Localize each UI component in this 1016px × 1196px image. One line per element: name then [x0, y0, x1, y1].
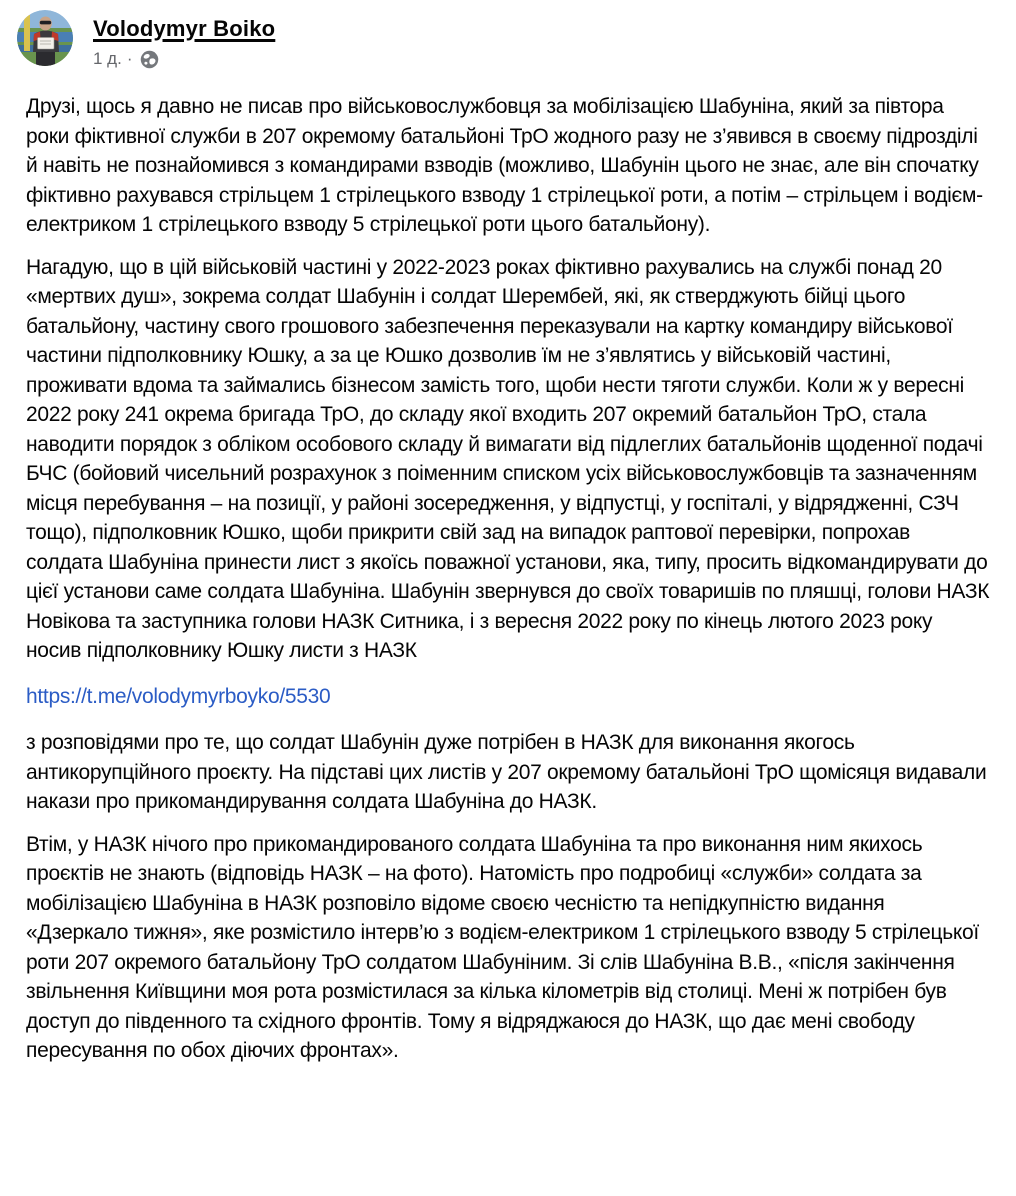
post-body — [26, 92, 992, 1066]
post-header-text — [93, 8, 1000, 69]
telegram-link[interactable]: https://t.me/volodymyrboyko/5530 — [26, 684, 331, 708]
globe-icon — [140, 50, 159, 69]
post-link-line — [26, 682, 992, 712]
post-paragraph-3: з розповідями про те, що солдат Шабунін дуже потрібен в НАЗК для виконання якогось антикорупційного проєкту. На підставі цих листів у 207 окремому батальйоні ТрО щомісяця видавали накази про прикомандирування солдата Шабуніна до НАЗК. — [26, 731, 987, 813]
author-name-link[interactable]: Volodymyr Boiko — [93, 16, 276, 41]
timestamp[interactable]: 1 д. — [93, 49, 122, 68]
facebook-post — [0, 8, 1016, 1196]
meta-separator: · — [126, 49, 133, 68]
post-meta — [93, 49, 1000, 69]
post-paragraph-4: Втім, у НАЗК нічого про прикомандированого солдата Шабуніна та про виконання ним якихось проєктів не знають (відповідь НАЗК – на фото). Натомість про подробиці «служби» солдата за мобілізацією Шабуніна в НАЗК розповіло відоме своєю чесністю та непідкупністю видання «Дзеркало тижня», яке розмістило інтерв’ю з водієм-електриком 1 стрілецького взводу 5 стрілецької роти 207 окремого батальйону ТрО солдатом Шабуніним. Зі слів Шабуніна В.В., «після закінчення звільнення Київщини моя рота розмістилася за кілька кілометрів від столиці. Мені ж потрібен був доступ до південного та східного фронтів. Тому я відряджаюся до НАЗК, що дає мені свободу пересування по обох діючих фронтах». — [26, 832, 979, 1062]
post-header — [16, 8, 1000, 66]
profile-photo-illustration — [17, 10, 73, 66]
post-paragraph-2: Нагадую, що в цій військовій частині у 2022-2023 роках фіктивно рахувались на службі понад 20 «мертвих душ», зокрема солдат Шабунін і солдат Шерембей, які, як стверджують бійці цього батальйону, частину свого грошового забезпечення переказували на картку командиру військової частини підполковнику Юшку, а за це Юшко дозволив їм не з’являтись у військовій частині, проживати вдома та займались бізнесом замість того, щоби нести тяготи служби. Коли ж у вересні 2022 року 241 окрема бригада ТрО, до складу якої входить 207 окремий батальйон ТрО, стала наводити порядок з обліком особового складу й вимагати від підлеглих батальйонів щоденної подачі БЧС (бойовий чисельний розрахунок з поіменним списком усіх військовослужбовців та зазначенням місця перебування – на позиції, у районі зосередження, у відпустці, у госпіталі, у відрядженні, СЗЧ тощо), підполковник Юшко, щоби прикрити свій зад на випадок раптової перевірки, попрохав солдата Шабуніна принести лист з якоїсь поважної установи, яка, типу, просить відкомандирувати до цієї установи саме солдата Шабуніна. Шабунін звернувся до своїх товаришів по пляшці, голови НАЗК Новікова та заступника голови НАЗК Ситника, і з вересня 2022 року по кінець лютого 2023 року носив підполковнику Юшку листи з НАЗК — [26, 255, 990, 662]
post-paragraph-1: Друзі, щось я давно не писав про військовослужбовця за мобілізацією Шабуніна, який за півтора роки фіктивної служби в 207 окремому батальйоні ТрО жодного разу не з’явився в своєму підрозділі й навіть не познайомився з командирами взводів (можливо, Шабунін цього не знає, але він спочатку фіктивно рахувався стрільцем 1 стрілецького взводу 1 стрілецької роти, а потім – стрільцем і водієм-електриком 1 стрілецького взводу 5 стрілецької роти цього батальйону). — [26, 95, 983, 236]
profile-avatar[interactable] — [17, 10, 73, 66]
